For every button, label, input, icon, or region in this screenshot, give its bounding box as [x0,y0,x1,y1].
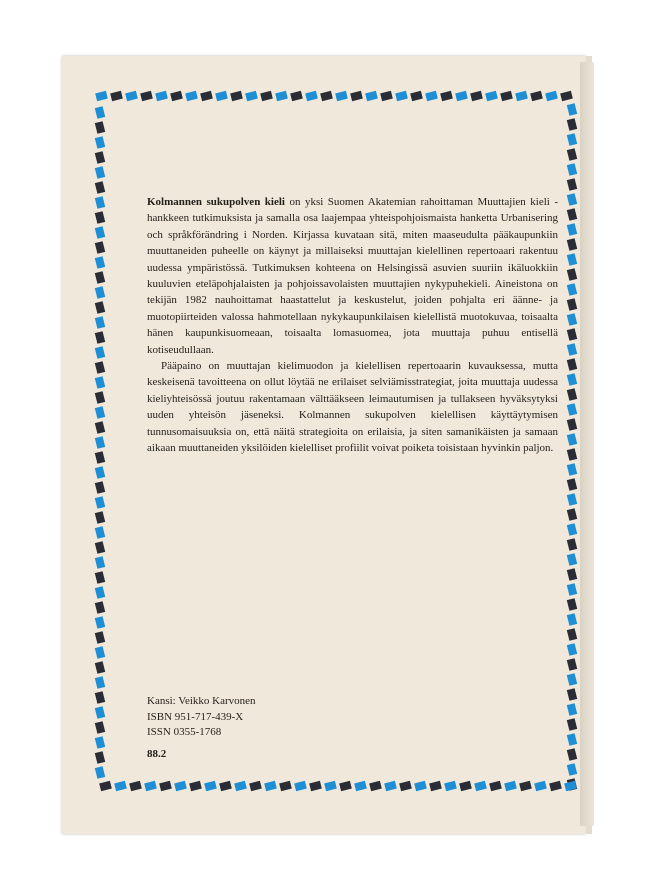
border-stripe [200,91,213,101]
border-stripe [384,781,397,791]
border-stripe [140,91,153,101]
border-stripe [444,781,457,791]
border-stripe [567,223,577,236]
border-stripe [95,196,105,209]
border-stripe [335,91,348,101]
border-stripe [114,781,127,791]
border-stripe [95,571,105,584]
border-stripe [354,781,367,791]
border-stripe [350,91,363,101]
border-stripe [95,541,105,554]
border-stripe [530,91,543,101]
description-text [147,194,558,457]
border-stripe [440,91,453,101]
border-stripe [129,781,142,791]
border-stripe [567,433,577,446]
border-stripe [567,178,577,191]
credits-block [147,694,256,741]
border-stripe [95,736,105,749]
series-code: 88.2 [147,748,167,760]
border-stripe [95,511,105,524]
border-stripe [320,91,333,101]
border-stripe [410,91,423,101]
border-stripe [99,781,112,791]
border-stripe [95,436,105,449]
border-stripe [95,391,105,404]
border-stripe [215,91,228,101]
border-stripe [185,91,198,101]
cover-designer: Kansi: Veikko Karvonen [147,695,256,707]
border-stripe [234,781,247,791]
border-stripe [95,466,105,479]
border-stripe [567,208,577,221]
border-stripe [567,673,577,686]
border-stripe [249,781,262,791]
border-stripe [95,706,105,719]
border-stripe [429,781,442,791]
border-stripe [395,91,408,101]
description-paragraph-1 [147,194,558,358]
border-stripe [567,643,577,656]
border-stripe [567,628,577,641]
border-stripe [339,781,352,791]
border-stripe [567,703,577,716]
border-stripe [567,658,577,671]
border-stripe [95,301,105,314]
border-stripe [534,781,547,791]
border-stripe [567,148,577,161]
border-stripe [95,106,105,119]
border-stripe [159,781,172,791]
border-stripe [95,586,105,599]
border-stripe [95,616,105,629]
border-stripe [95,286,105,299]
border-stripe [399,781,412,791]
border-stripe [95,151,105,164]
border-stripe [95,226,105,239]
border-stripe [95,631,105,644]
border-stripe [567,718,577,731]
border-stripe [95,751,105,764]
border-stripe [290,91,303,101]
border-stripe [567,163,577,176]
border-stripe [567,313,577,326]
border-stripe [567,598,577,611]
border-stripe [95,241,105,254]
border-stripe [567,493,577,506]
border-stripe [95,601,105,614]
border-stripe [264,781,277,791]
border-stripe [567,388,577,401]
border-stripe [567,133,577,146]
border-stripe [567,298,577,311]
border-stripe [95,421,105,434]
description-paragraph-2: Pääpaino on muuttajan kielimuodon ja kielellisen repertoaarin kuvauksessa, mutta keskeisenä tavoitteena on ollut löytää ne erilaiset selviämisstrategiat, joita muuttaja uudessa kieliyhteisössä joutuu rakentamaan välttääkseen leimautumisen ja tullakseen hyväksytyksi uuden yhteisön jäseneksi. Kolmannen sukupolven kielellisen käyttäytymisen tunnusomaisuuksia on, että näitä strategioita on erilaisia, ja siten samanikäisten ja samaan aikaan muuttaneiden yksilöiden kielelliset profiilit voivat poiketa toisistaan hyvinkin paljon. [147,360,558,455]
border-stripe [567,613,577,626]
border-stripe [230,91,243,101]
border-stripe [567,508,577,521]
border-stripe [95,691,105,704]
border-stripe [567,733,577,746]
border-stripe [95,316,105,329]
border-stripe [294,781,307,791]
border-stripe [459,781,472,791]
border-stripe [519,781,532,791]
border-stripe [500,91,513,101]
border-stripe [95,136,105,149]
border-stripe [567,373,577,386]
border-stripe [567,463,577,476]
border-stripe [567,358,577,371]
border-stripe [95,661,105,674]
border-stripe [95,721,105,734]
border-stripe [95,181,105,194]
border-stripe [275,91,288,101]
border-stripe [110,91,123,101]
border-stripe [485,91,498,101]
border-stripe [144,781,157,791]
border-stripe [567,343,577,356]
border-stripe [95,166,105,179]
border-stripe [324,781,337,791]
border-stripe [455,91,468,101]
border-stripe [245,91,258,101]
border-stripe [260,91,273,101]
border-stripe [125,91,138,101]
border-stripe [95,646,105,659]
border-stripe [95,331,105,344]
border-stripe [95,766,105,779]
book-title-lead: Kolmannen sukupolven kieli [147,196,285,208]
border-stripe [567,688,577,701]
border-stripe [567,583,577,596]
border-stripe [95,346,105,359]
border-stripe [95,481,105,494]
border-stripe [567,418,577,431]
border-stripe [567,523,577,536]
border-stripe [95,91,108,101]
border-stripe [474,781,487,791]
description-paragraph-1-body: on yksi Suomen Akatemian rahoittaman Muuttajien kieli -hankkeen tutkimuksista ja samalla osa laajempaa yhteispohjoismaista hanketta Urbanisering och språkförändring i Norden. Kirjassa kuvataan sitä, miten maaseudulta pääkaupunkiin muuttaneiden puheelle on käynyt ja millaiseksi muuttajan kielellinen repertoaari rakentuu uudessa ympäristössä. Tutkimuksen kohteena on Helsingissä asuvien suuriin ikäluokkiin kuuluvien eteläpohjalaisten ja pohjoissavolaisten muuttajien nykypuhekieli. Aineistona on tekijän 1982 nauhoittamat haastattelut ja keskustelut, joiden pohjalta eri äänne- ja muotopiirteiden valossa hahmotellaan nykykaupunkilaisen kielellistä muotokuvaa, toisaalta hänen kaupunkisuomeaan, toisaalta lomasuomea, jota muuttaja puhuu entisellä kotiseudullaan. [147,196,558,356]
border-stripe [567,553,577,566]
border-stripe [309,781,322,791]
border-stripe [170,91,183,101]
border-stripe [95,451,105,464]
border-stripe [567,568,577,581]
border-stripe [95,271,105,284]
border-stripe [174,781,187,791]
border-stripe [189,781,202,791]
border-stripe [567,748,577,761]
border-stripe [369,781,382,791]
border-stripe [515,91,528,101]
border-stripe [489,781,502,791]
border-stripe [95,211,105,224]
border-stripe [279,781,292,791]
border-stripe [560,91,573,101]
border-stripe [567,253,577,266]
border-stripe [549,781,562,791]
border-stripe [564,781,577,791]
issn-number: ISSN 0355-1768 [147,726,222,738]
border-stripe [425,91,438,101]
border-stripe [95,256,105,269]
border-stripe [567,283,577,296]
border-stripe [545,91,558,101]
border-stripe [567,103,577,116]
border-stripe [380,91,393,101]
border-stripe [155,91,168,101]
border-stripe [567,328,577,341]
border-stripe [567,478,577,491]
border-stripe [219,781,232,791]
border-stripe [204,781,217,791]
border-stripe [95,676,105,689]
border-stripe [95,526,105,539]
border-stripe [95,376,105,389]
border-stripe [567,763,577,776]
border-stripe [95,361,105,374]
border-stripe [567,448,577,461]
isbn-number: ISBN 951-717-439-X [147,710,244,723]
border-stripe [567,238,577,251]
border-stripe [504,781,517,791]
border-stripe [567,538,577,551]
border-stripe [95,496,105,509]
border-stripe [567,118,577,131]
border-stripe [305,91,318,101]
border-stripe [365,91,378,101]
border-stripe [95,556,105,569]
border-stripe [567,268,577,281]
border-stripe [414,781,427,791]
border-stripe [95,406,105,419]
border-stripe [470,91,483,101]
border-stripe [95,121,105,134]
border-stripe [567,403,577,416]
border-stripe [567,193,577,206]
